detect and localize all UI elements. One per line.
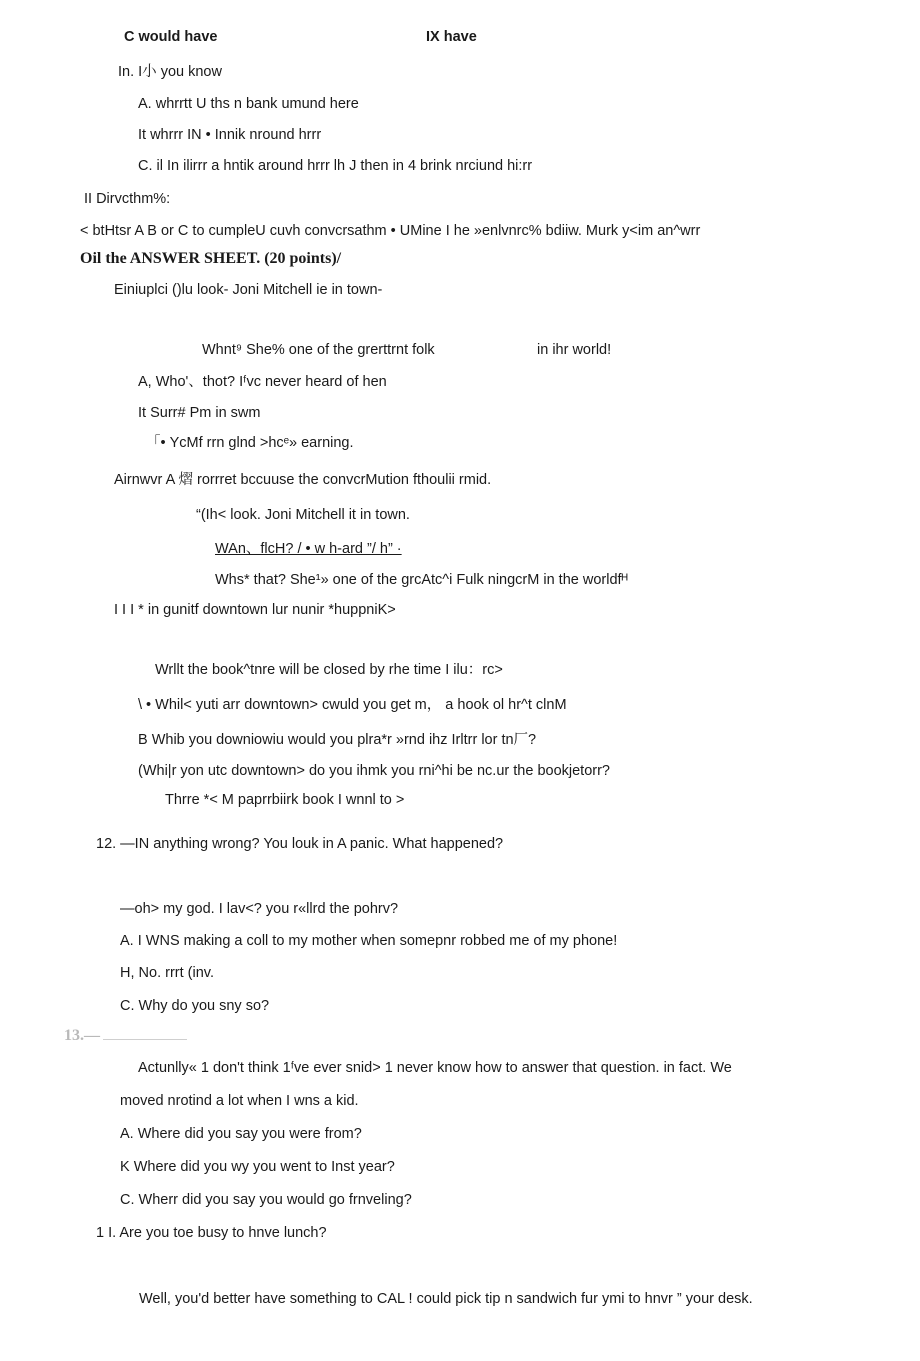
q14-question: 1 I. Are you toe busy to hnve lunch? — [96, 1225, 327, 1241]
q13-option-a: A. Where did you say you were from? — [120, 1126, 362, 1142]
q11-reply: Thrre *< M paprrbiirk book I wnnl to > — [165, 792, 405, 808]
q11-option-c: (Whi|r yon utc downtown> do you ihmk you rni^hi be nc.ur the bookjetorr? — [138, 763, 610, 779]
q11-option-b: B Whib you downiowiu would you plra*r »rnd ihz Irltrr lor tn厂? — [138, 732, 537, 748]
item-option-c: C. il In ilirrr a hntik around hrrr lh J then in 4 brink nrciund hi:rr — [138, 158, 533, 174]
q13-blank — [103, 1029, 187, 1040]
example-dialog-2: WAn、flcH? / • w h-ard ”/ h” · — [215, 541, 402, 557]
item-option-b: It whrrr IN • Innik nround hrrr — [138, 127, 322, 143]
q11-option-a: \ • Whil< yuti arr downtown> cwuld you get m， a hook ol hr^t clnM — [138, 697, 567, 713]
option-d-label: IX have — [426, 29, 477, 45]
example-response-b: in ihr world! — [537, 342, 612, 358]
q13-option-b: K Where did you wy you went to Inst year? — [120, 1159, 395, 1175]
example-option-a: A, Who'、thot? Iᶠvc never heard of hen — [138, 374, 387, 390]
section-title: II Dirvcthm%: — [84, 191, 171, 207]
q11-response: Wrllt the book^tnre will be closed by rhe time I ilu：rc> — [155, 662, 503, 678]
q12-question: 12. —IN anything wrong? You louk in A panic. What happened? — [96, 836, 504, 852]
example-answer-note: Airnwvr A 熠 rorrret bccuuse the convcrMution fthoulii rmid. — [114, 472, 492, 488]
q11-question: I I I * in gunitf downtown lur nunir *huppniK> — [114, 602, 396, 618]
q13-option-c: C. Wherr did you say you would go frnveling? — [120, 1192, 412, 1208]
example-option-c: 「• YcMf rrn glnd >hcᵉ» earning. — [146, 435, 354, 451]
example-option-b: It Surr# Pm in swm — [138, 405, 261, 421]
example-dialog-3: Whs* that? She¹» one of the grcAtc^i Fulk ningcrM in the worldfᴴ — [215, 572, 628, 588]
example-dialog-1: “(Ih< look. Joni Mitchell it in town. — [196, 507, 410, 523]
item-option-a: A. whrrtt U ths n bank umund here — [138, 96, 359, 112]
example-response-a: Whnt⁹ She% one of the grerttrnt folk — [202, 342, 435, 358]
item-question: In. I小 you know — [118, 64, 222, 80]
q13-number-text: 13.— — [64, 1027, 100, 1044]
example-prompt: Einiuplci ()lu look- Joni Mitchell ie in town- — [114, 282, 383, 298]
q12-option-a: A. I WNS making a coll to my mother when somepnr robbed me of my phone! — [120, 933, 618, 949]
q12-option-c: C. Why do you sny so? — [120, 998, 270, 1014]
option-c-label: C would have — [124, 29, 218, 45]
section-instructions: < btHtsr A B or C to cumpleU cuvh convcrsathm • UMine I he »enlvnrc% bdiiw. Murk y<im an^wrr — [80, 223, 701, 239]
q13-number — [64, 1027, 187, 1045]
q13-response-line-2: moved nrotind a lot when I wns a kid. — [120, 1093, 359, 1109]
q13-response-line-1: Actunlly« 1 don't think 1ᶠve ever snid> 1 never know how to answer that question. in fact. We — [138, 1060, 732, 1076]
q14-response: Well, you'd better have something to CAL ! could pick tip n sandwich fur ymi to hnvr ” your desk. — [139, 1291, 753, 1307]
q12-option-b: H, No. rrrt (inv. — [120, 965, 214, 981]
answer-sheet-note: Oil the ANSWER SHEET. (20 points)/ — [80, 250, 342, 267]
q12-response: —oh> my god. I lav<? you r«llrd the pohrv? — [120, 901, 399, 917]
